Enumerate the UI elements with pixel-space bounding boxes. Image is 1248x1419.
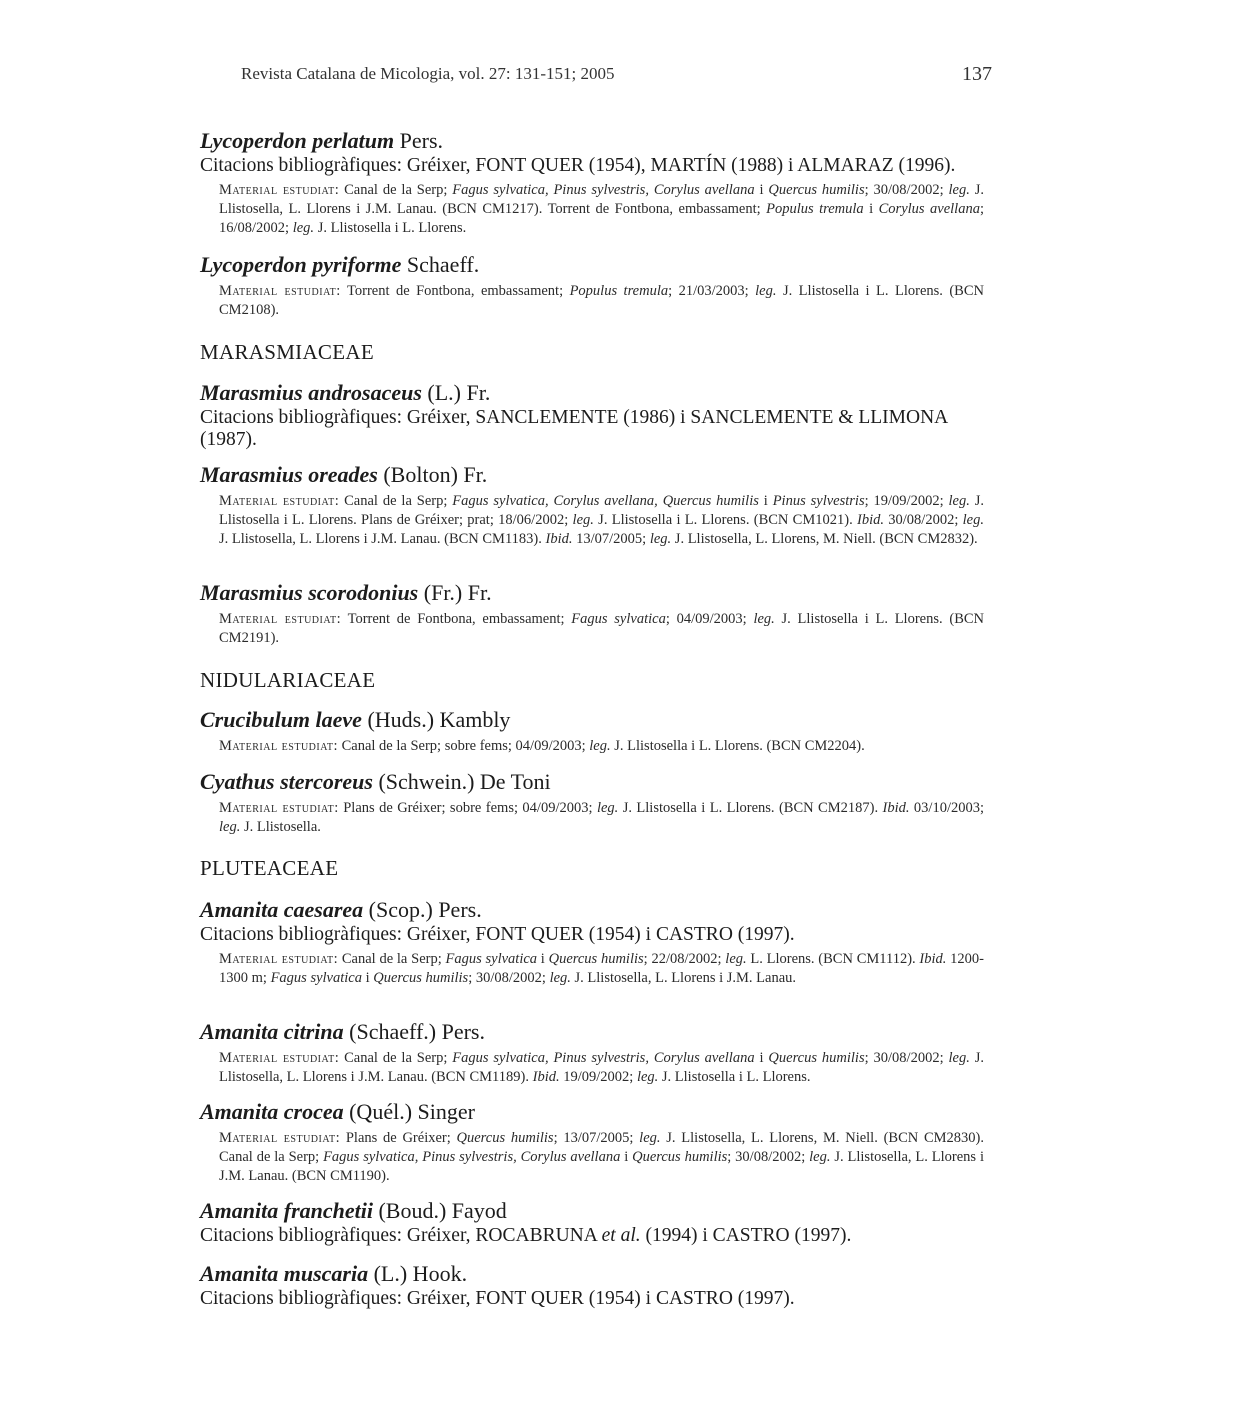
material-studied: Material estudiat: Torrent de Fontbona, embassament; Populus tremula; 21/03/2003; leg. J. Llistosella i L. Llorens. (BCN CM2108).	[219, 283, 984, 318]
species-name: Amanita citrina	[200, 1019, 344, 1044]
species-heading	[200, 252, 1000, 278]
species-entry	[200, 128, 1000, 238]
species-heading	[200, 462, 1000, 488]
citations-label: Citacions bibliogràfiques:	[200, 1225, 403, 1246]
material-label: Material estudiat:	[219, 1130, 341, 1146]
species-heading	[200, 1019, 1000, 1045]
material-studied: Material estudiat: Canal de la Serp; Fagus sylvatica, Pinus sylvestris, Corylus avellana i Quercus humilis; 30/08/2002; leg. J. Llistosella, L. Llorens i J.M. Lanau. (BCN CM1189). Ibid. 19/09/2002; leg. J. Llistosella i L. Llorens.	[219, 1050, 984, 1085]
citations-label: Citacions bibliogràfiques:	[200, 407, 403, 428]
species-author: Pers.	[394, 128, 444, 153]
material-label: Material estudiat:	[219, 283, 341, 299]
species-name: Cyathus stercoreus	[200, 769, 373, 794]
species-author: (Scop.) Pers.	[363, 897, 482, 922]
species-entry	[200, 380, 1000, 451]
species-name: Crucibulum laeve	[200, 707, 362, 732]
citations-label: Citacions bibliogràfiques:	[200, 155, 403, 176]
species-heading	[200, 580, 1000, 606]
species-entry	[200, 1019, 1000, 1087]
species-author: (Schaeff.) Pers.	[343, 1019, 485, 1044]
species-author: (L.) Hook.	[368, 1261, 468, 1286]
species-author: (Boud.) Fayod	[372, 1198, 507, 1223]
species-heading	[200, 897, 1000, 923]
species-entry	[200, 769, 1000, 837]
material-studied: Material estudiat: Plans de Gréixer; Quercus humilis; 13/07/2005; leg. J. Llistosella, L. Llorens, M. Niell. (BCN CM2830). Canal de la Serp; Fagus sylvatica, Pinus sylvestris, Corylus avellana i Quercus humilis; 30/08/2002; leg. J. Llistosella, L. Llorens i J.M. Lanau. (BCN CM1190).	[219, 1130, 984, 1184]
material-label: Material estudiat:	[219, 738, 338, 754]
species-name: Lycoperdon pyriforme	[200, 252, 402, 277]
species-name: Marasmius androsaceus	[200, 380, 422, 405]
species-name: Marasmius oreades	[200, 462, 378, 487]
species-entry	[200, 462, 1000, 549]
species-author: (Schwein.) De Toni	[372, 769, 551, 794]
material-label: Material estudiat:	[219, 182, 340, 198]
species-name: Amanita caesarea	[200, 897, 364, 922]
species-author: (Quél.) Singer	[343, 1099, 475, 1124]
bibliographic-citations: Citacions bibliogràfiques: Gréixer, FONT QUER (1954) i CASTRO (1997).	[200, 924, 795, 945]
bibliographic-citations: Citacions bibliogràfiques: Gréixer, SANCLEMENTE (1986) i SANCLEMENTE & LLIMONA (1987).	[200, 407, 948, 450]
species-heading	[200, 128, 1000, 154]
species-author: (Bolton) Fr.	[377, 462, 488, 487]
species-heading	[200, 380, 1000, 406]
species-heading	[200, 707, 1000, 733]
species-name: Amanita muscaria	[200, 1261, 369, 1286]
material-label: Material estudiat:	[219, 493, 340, 509]
citations-label: Citacions bibliogràfiques:	[200, 1288, 403, 1309]
species-entry	[200, 1198, 1000, 1247]
material-studied: Material estudiat: Canal de la Serp; sobre fems; 04/09/2003; leg. J. Llistosella i L. Llorens. (BCN CM2204).	[219, 738, 865, 754]
bibliographic-citations: Citacions bibliogràfiques: Gréixer, FONT QUER (1954), MARTÍN (1988) i ALMARAZ (1996).	[200, 155, 956, 176]
species-name: Amanita crocea	[200, 1099, 344, 1124]
family-heading: MARASMIACEAE	[200, 340, 374, 364]
material-label: Material estudiat:	[219, 951, 339, 967]
species-entry	[200, 252, 1000, 320]
species-author: (Huds.) Kambly	[361, 707, 511, 732]
species-author: (L.) Fr.	[421, 380, 491, 405]
bibliographic-citations: Citacions bibliogràfiques: Gréixer, FONT QUER (1954) i CASTRO (1997).	[200, 1288, 795, 1309]
material-label: Material estudiat:	[219, 800, 339, 816]
species-heading	[200, 769, 1000, 795]
species-name: Amanita franchetii	[200, 1198, 373, 1223]
species-heading	[200, 1099, 1000, 1125]
species-heading	[200, 1261, 1000, 1287]
material-studied: Material estudiat: Canal de la Serp; Fagus sylvatica i Quercus humilis; 22/08/2002; leg. L. Llorens. (BCN CM1112). Ibid. 1200-1300 m; Fagus sylvatica i Quercus humilis; 30/08/2002; leg. J. Llistosella, L. Llorens i J.M. Lanau.	[219, 951, 984, 986]
species-entry	[200, 1099, 1000, 1186]
species-entry	[200, 580, 1000, 648]
family-heading: PLUTEACEAE	[200, 856, 339, 880]
citations-label: Citacions bibliogràfiques:	[200, 924, 403, 945]
bibliographic-citations: Citacions bibliogràfiques: Gréixer, ROCABRUNA et al. (1994) i CASTRO (1997).	[200, 1225, 852, 1246]
species-heading	[200, 1198, 1000, 1224]
species-entry	[200, 707, 1000, 756]
family-heading: NIDULARIACEAE	[200, 668, 376, 692]
material-studied: Material estudiat: Plans de Gréixer; sobre fems; 04/09/2003; leg. J. Llistosella i L. Llorens. (BCN CM2187). Ibid. 03/10/2003; leg. J. Llistosella.	[219, 800, 985, 835]
material-studied: Material estudiat: Canal de la Serp; Fagus sylvatica, Pinus sylvestris, Corylus avellana i Quercus humilis; 30/08/2002; leg. J. Llistosella, L. Llorens i J.M. Lanau. (BCN CM1217). Torrent de Fontbona, embassament; Populus tremula i Corylus avellana; 16/08/2002; leg. J. Llistosella i L. Llorens.	[219, 182, 984, 236]
species-author: Schaeff.	[401, 252, 480, 277]
running-header: Revista Catalana de Micologia, vol. 27: 131-151; 2005	[241, 64, 615, 83]
species-entry	[200, 1261, 1000, 1310]
material-label: Material estudiat:	[219, 611, 342, 627]
material-studied: Material estudiat: Canal de la Serp; Fagus sylvatica, Corylus avellana, Quercus humilis i Pinus sylvestris; 19/09/2002; leg. J. Llistosella i L. Llorens. Plans de Gréixer; prat; 18/06/2002; leg. J. Llistosella i L. Llorens. (BCN CM1021). Ibid. 30/08/2002; leg. J. Llistosella, L. Llorens i J.M. Lanau. (BCN CM1183). Ibid. 13/07/2005; leg. J. Llistosella, L. Llorens, M. Niell. (BCN CM2832).	[219, 493, 984, 547]
species-author: (Fr.) Fr.	[418, 580, 492, 605]
page-number: 137	[962, 63, 992, 85]
species-name: Lycoperdon perlatum	[200, 128, 395, 153]
species-name: Marasmius scorodonius	[200, 580, 419, 605]
material-studied: Material estudiat: Torrent de Fontbona, embassament; Fagus sylvatica; 04/09/2003; leg. J. Llistosella i L. Llorens. (BCN CM2191).	[219, 611, 985, 646]
species-entry	[200, 897, 1000, 988]
material-label: Material estudiat:	[219, 1050, 340, 1066]
